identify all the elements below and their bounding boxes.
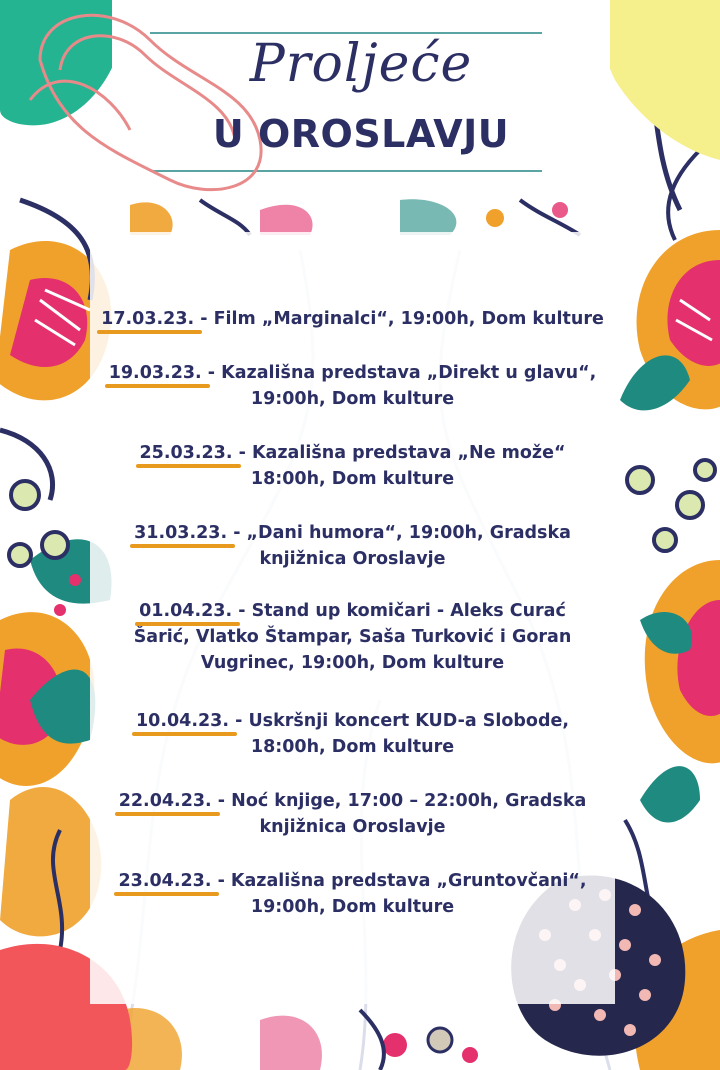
event-text: - Kazališna predstava „Ne može“ [232,443,566,463]
event-date: 25.03.23. [139,443,233,463]
event-text-line2: 18:00h, Dom kulture [250,737,455,757]
event-text-line2: Šarić, Vlatko Štampar, Saša Turković i Goran [133,627,572,647]
title-script: Proljeće [249,34,473,94]
event-date: 19.03.23. [108,363,202,383]
event-text: - „Dani humora“, 19:00h, Gradska [227,523,571,543]
bottom-strip-flowers [120,1008,478,1070]
event-text: - Kazališna predstava „Direkt u glavu“, [201,363,597,383]
event-text-line2: 18:00h, Dom kulture [250,469,455,489]
event-item [90,360,615,412]
event-date: 31.03.23. [134,523,228,543]
event-date: 10.04.23. [135,711,229,731]
event-text: - Film „Marginalci“, 19:00h, Dom kulture [194,309,604,329]
title-main: U OROSLAVJU [212,112,510,156]
event-item [90,306,615,332]
event-item [90,868,615,920]
event-text-line3: Vugrinec, 19:00h, Dom kulture [200,653,505,673]
event-date: 17.03.23. [101,309,195,329]
right-flowers [620,40,720,950]
event-text: - Noć knjige, 17:00 – 22:00h, Gradska [211,791,587,811]
event-date: 01.04.23. [139,601,233,621]
event-text: - Stand up komičari - Aleks Curać [232,601,566,621]
event-text-line2: 19:00h, Dom kulture [250,389,455,409]
event-item [90,520,615,572]
event-text: - Kazališna predstava „Gruntovčani“, [211,871,587,891]
event-item [90,440,615,492]
event-text-line2: 19:00h, Dom kulture [250,897,455,917]
event-text-line2: knjižnica Oroslavje [259,817,446,837]
event-item [90,708,615,760]
event-item [90,598,615,676]
event-item [90,788,615,840]
event-text-line2: knjižnica Oroslavje [259,549,446,569]
event-text: - Uskršnji koncert KUD-a Slobode, [229,711,569,731]
event-date: 22.04.23. [118,791,212,811]
swirl-outline-decoration [0,0,300,220]
event-date: 23.04.23. [118,871,212,891]
